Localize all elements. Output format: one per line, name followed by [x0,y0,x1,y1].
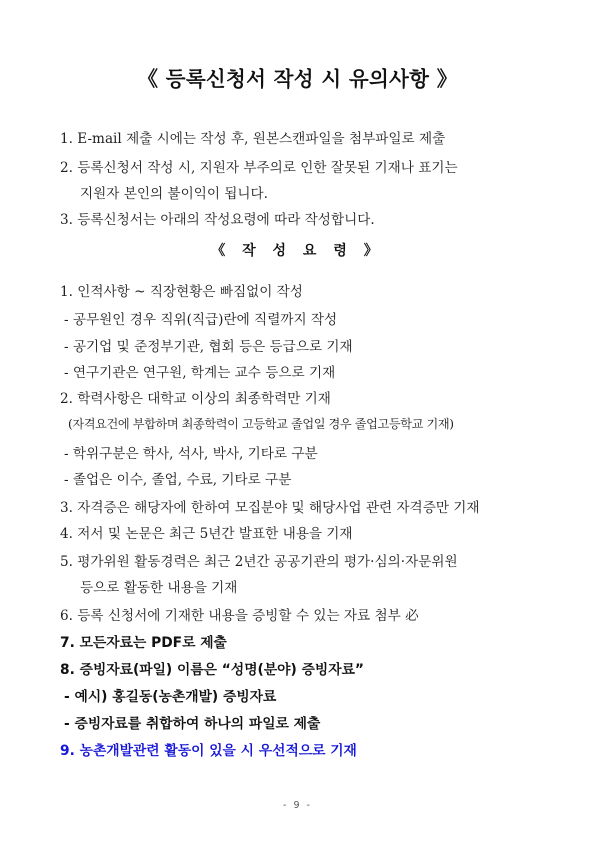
guide-item-9-highlight: 9. 농촌개발관련 활동이 있을 시 우선적으로 기재 [60,743,357,759]
guide-sub-item: - 공기업 및 준정부기관, 협회 등은 등급으로 기재 [64,339,353,355]
guide-sub-item: - 연구기관은 연구원, 학계는 교수 등으로 기재 [64,365,336,381]
guide-item-2: 2. 학력사항은 대학교 이상의 최종학력만 기재 [60,391,331,407]
note-2: 2. 등록신청서 작성 시, 지원자 부주의로 인한 잘못된 기재나 표기는 [60,160,458,176]
guide-item-7: 7. 모든자료는 PDF로 제출 [60,635,227,651]
guide-heading: 《 작 성 요 령 》 [211,243,384,259]
guide-item-5: 5. 평가위원 활동경력은 최근 2년간 공공기관의 평가·심의·자문위원 [60,554,458,570]
note-3: 3. 등록신청서는 아래의 작성요령에 따라 작성합니다. [60,212,375,228]
guide-item-8: 8. 증빙자료(파일) 이름은 “성명(분야) 증빙자료” [60,662,364,678]
document-title: 《 등록신청서 작성 시 유의사항 》 [137,67,458,91]
page-number: - 9 - [283,800,312,811]
guide-sub-item: - 학위구분은 학사, 석사, 박사, 기타로 구분 [64,446,318,462]
guide-example: - 예시) 홍길동(농촌개발) 증빙자료 [64,689,277,705]
guide-item-1: 1. 인적사항 ~ 직장현황은 빠짐없이 작성 [60,284,303,300]
guide-item-6: 6. 등록 신청서에 기재한 내용을 증빙할 수 있는 자료 첨부 必 [60,608,419,624]
guide-item-4: 4. 저서 및 논문은 최근 5년간 발표한 내용을 기재 [60,526,353,542]
guide-item-3: 3. 자격증은 해당자에 한하여 모집분야 및 해당사업 관련 자격증만 기재 [60,500,480,516]
guide-sub-item: - 공무원인 경우 직위(직급)란에 직렬까지 작성 [64,312,338,328]
note-1: 1. E-mail 제출 시에는 작성 후, 원본스캔파일을 첨부파일로 제출 [60,131,446,147]
guide-item-5-continued: 등으로 활동한 내용을 기재 [80,580,238,596]
note-2-continued: 지원자 본인의 불이익이 됩니다. [80,186,268,202]
guide-sub-item-bold: - 증빙자료를 취합하여 하나의 파일로 제출 [64,716,321,732]
guide-sub-item: - 졸업은 이수, 졸업, 수료, 기타로 구분 [64,472,292,488]
guide-note: (자격요건에 부합하며 최종학력이 고등학교 졸업일 경우 졸업고등학교 기재) [68,417,454,431]
